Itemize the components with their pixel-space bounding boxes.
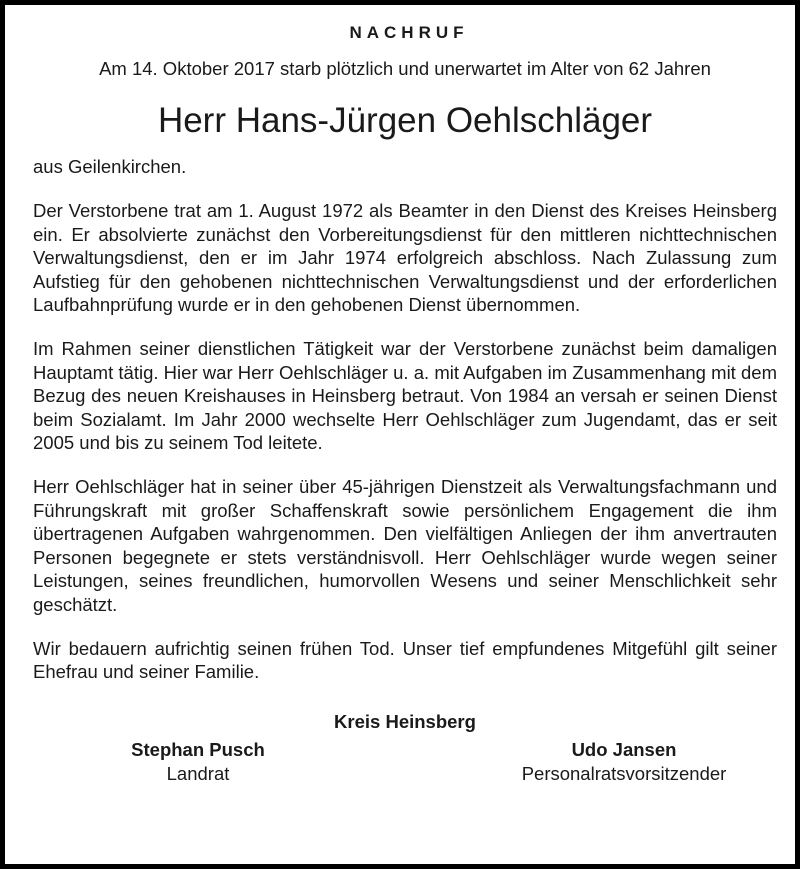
paragraph-condolence: Wir bedauern aufrichtig seinen frühen Tod. Unser tief empfundenes Mitgefühl gilt seiner Ehefrau und seiner Familie. bbox=[33, 637, 777, 683]
paragraph-duties: Im Rahmen seiner dienstlichen Tätigkeit war der Verstorbene zunächst beim damaligen Hauptamt tätig. Hier war Herr Oehlschläger u. a. mit Aufgaben im Zusammenhang mit dem Bezug des neuen Kreishauses in Heinsberg betraut. Von 1984 an versah er seinen Dienst beim Sozialamt. Im Jahr 2000 wechselte Herr Oehlschläger zum Jugendamt, das er seit 2005 und bis zu seinem Tod leitete. bbox=[33, 337, 777, 454]
intro-line: Am 14. Oktober 2017 starb plötzlich und unerwartet im Alter von 62 Jahren bbox=[99, 58, 711, 79]
obituary-content bbox=[33, 23, 777, 786]
signatory-name: Udo Jansen bbox=[571, 738, 677, 760]
notice-heading: NACHRUF bbox=[349, 23, 469, 42]
signatory-name: Stephan Pusch bbox=[131, 738, 265, 760]
signatory-role: Personalratsvorsitzender bbox=[521, 762, 727, 784]
origin-line: aus Geilenkirchen. bbox=[33, 156, 187, 177]
signature-row bbox=[33, 738, 777, 786]
paragraph-career: Der Verstorbene trat am 1. August 1972 als Beamter in den Dienst des Kreises Heinsberg ein. Er absolvierte zunächst den Vorbereitungsdienst für den mittleren nichttechnischen Verwaltungsdienst, den er im Jahr 1974 erfolgreich abschloss. Nach Zulassung zum Aufstieg für den gehobenen nichttechnischen Verwaltungsdienst und der erforderlichen Laufbahnprüfung wurde er in den gehobenen Dienst übernommen. bbox=[33, 200, 777, 316]
paragraph-appreciation: Herr Oehlschläger hat in seiner über 45-jährigen Dienstzeit als Verwaltungsfachmann und Führungskraft mit großer Schaffenskraft sowie persönlichem Engagement die ihm übertragenen Aufgaben wahrgenommen. Den vielfältigen Anliegen der ihm anvertrauten Personen begegnete er stets verständnisvoll. Herr Oehlschläger wurde wegen seiner Leistungen, seines freundlichen, humorvollen Wesens und seiner Menschlichkeit sehr geschätzt. bbox=[33, 475, 777, 615]
signatory-role: Landrat bbox=[166, 762, 230, 784]
signature-left bbox=[33, 738, 363, 786]
deceased-name: Herr Hans-Jürgen Oehlschläger bbox=[157, 101, 653, 140]
signature-right bbox=[459, 738, 789, 786]
signature-organization: Kreis Heinsberg bbox=[334, 710, 476, 732]
